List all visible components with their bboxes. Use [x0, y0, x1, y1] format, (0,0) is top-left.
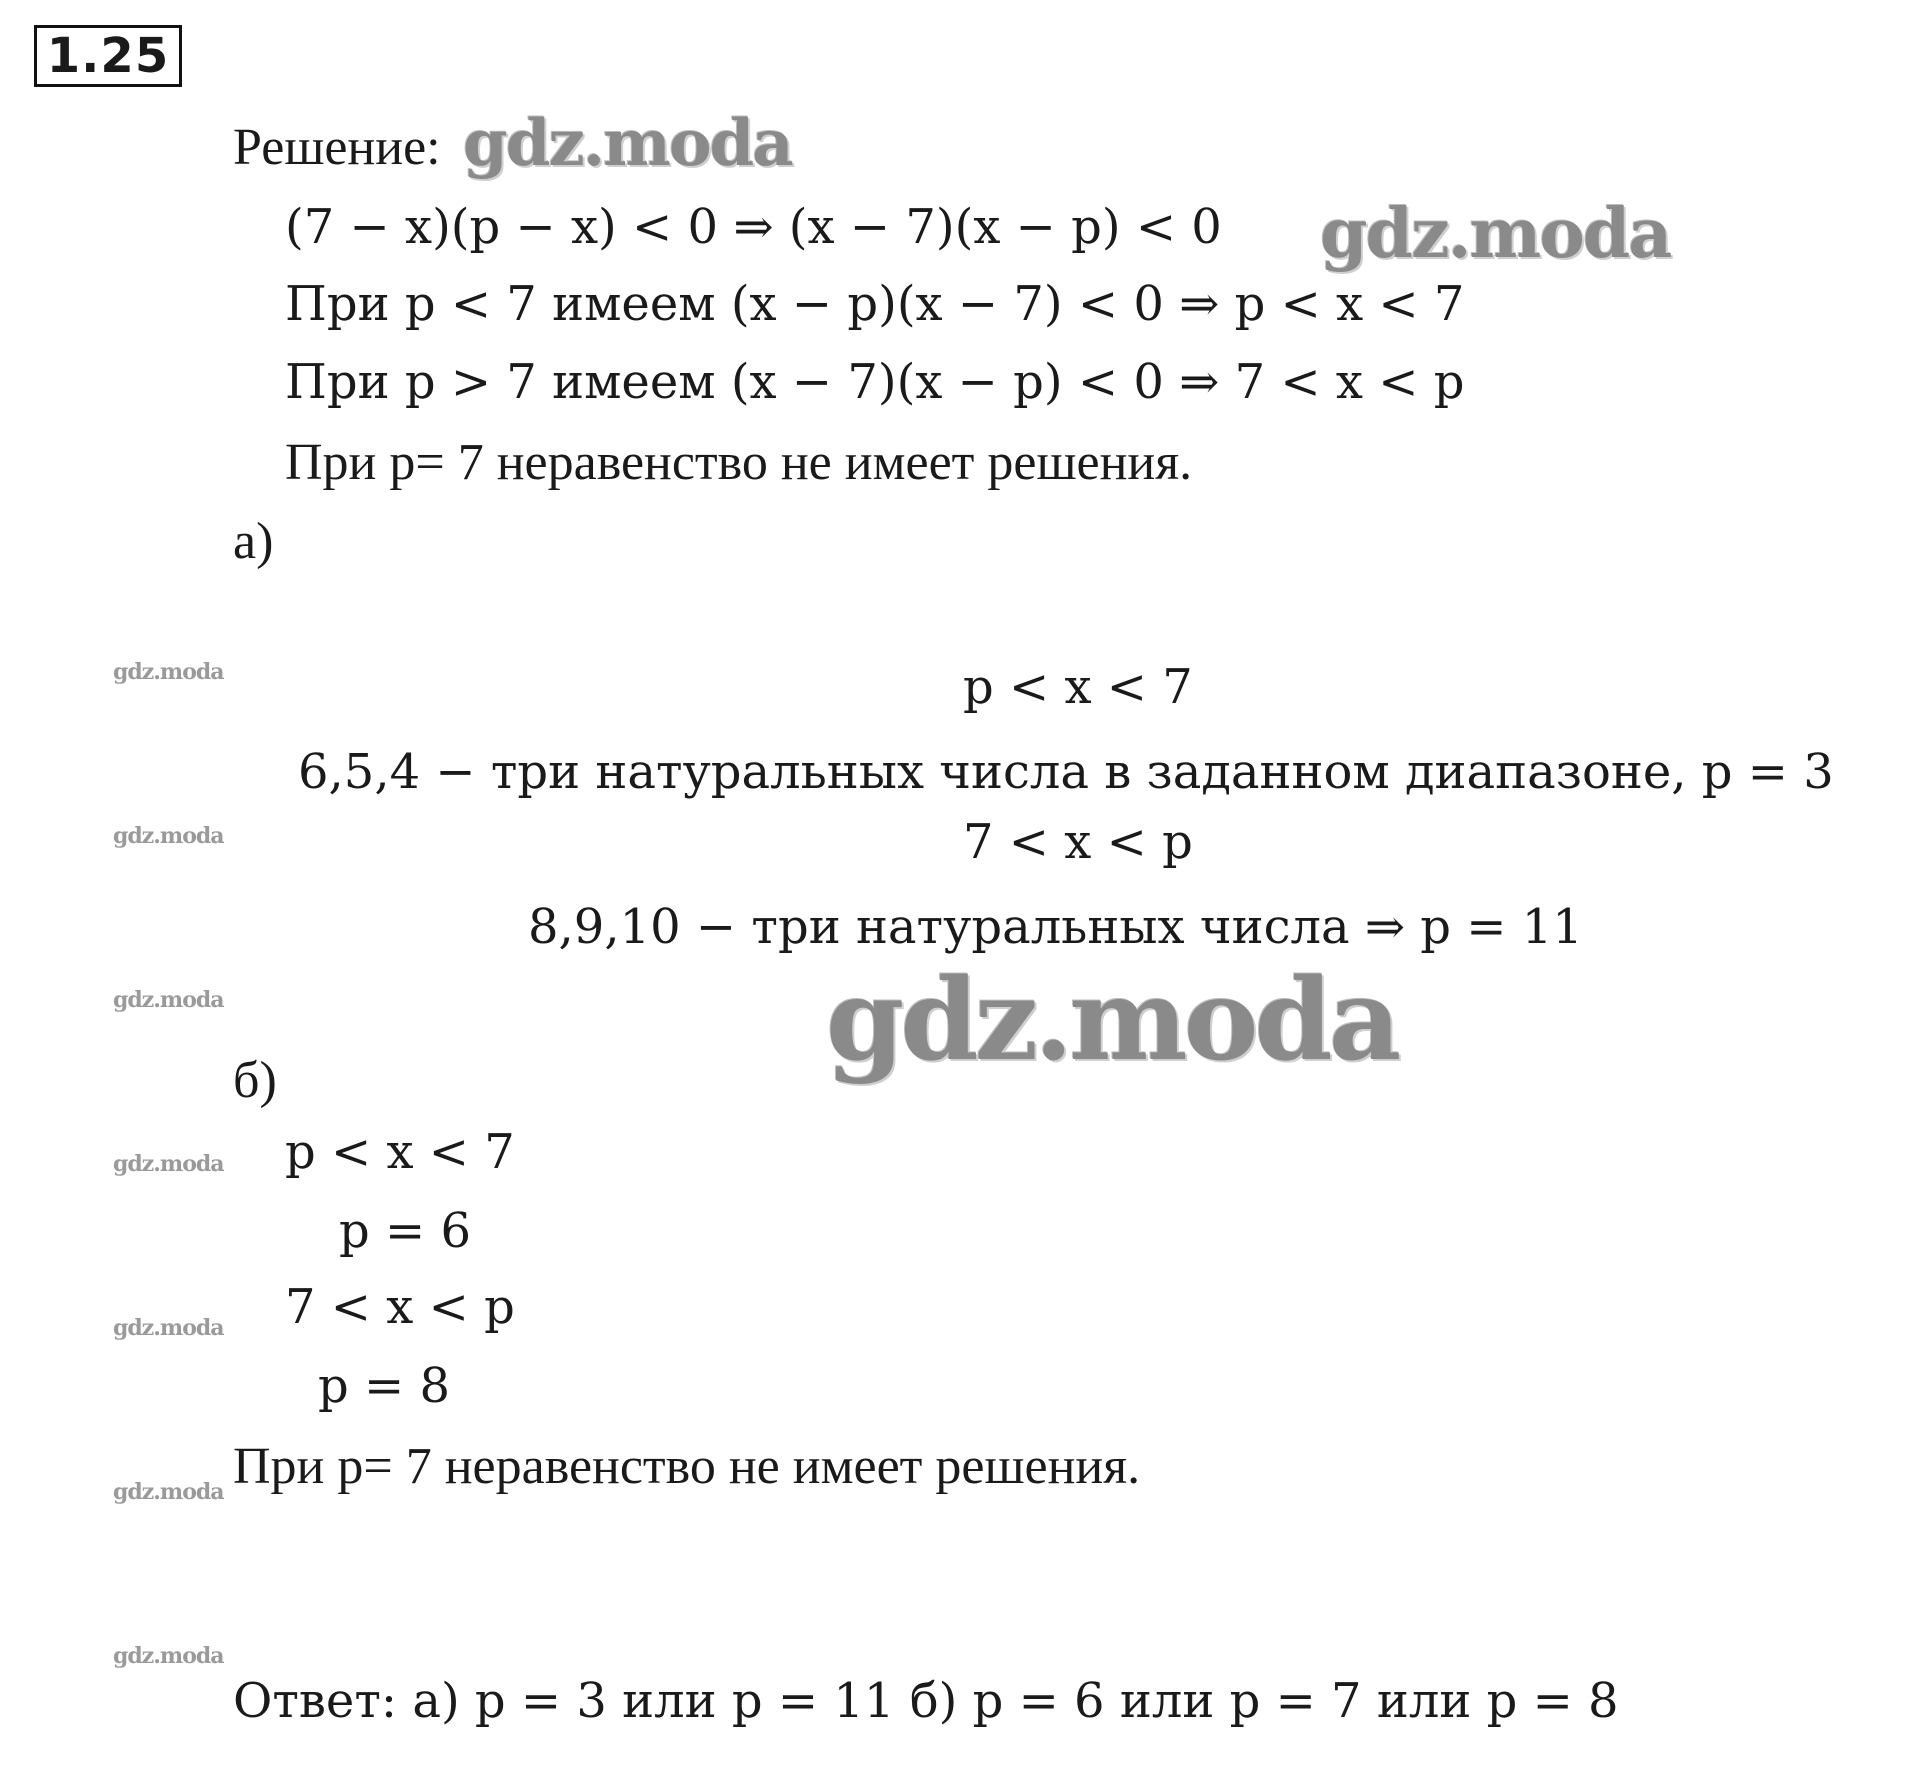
- intro-line-4: При p= 7 неравенство не имеет решения.: [285, 434, 1193, 491]
- problem-number: 1.25: [34, 25, 182, 87]
- watermark-text: gdz.moda: [113, 1479, 224, 1505]
- part-b-result-1: p = 6: [339, 1203, 471, 1259]
- part-a-inequality-1: p < x < 7: [963, 659, 1193, 715]
- part-a-inequality-2: 7 < x < p: [963, 814, 1193, 870]
- watermark-text: gdz.moda: [113, 659, 224, 685]
- watermark-text: gdz.moda: [113, 1643, 224, 1669]
- part-b-result-2: p = 8: [318, 1358, 450, 1414]
- solution-label: Решение:: [233, 119, 441, 176]
- watermark-text: gdz.moda: [113, 1315, 224, 1341]
- part-b-label: б): [233, 1052, 277, 1109]
- part-a-label: а): [233, 513, 274, 570]
- part-a-result-1: 6,5,4 − три натуральных числа в заданном диапазоне, p = 3: [298, 744, 1834, 800]
- intro-line-1: (7 − x)(p − x) < 0 ⇒ (x − 7)(x − p) < 0: [285, 199, 1222, 255]
- answer-line: Ответ: а) p = 3 или p = 11 б) p = 6 или p = 7 или p = 8: [233, 1673, 1619, 1729]
- watermark-text: gdz.moda: [113, 823, 224, 849]
- part-b-inequality-2: 7 < x < p: [285, 1279, 515, 1335]
- watermark-text: gdz.moda: [113, 1151, 224, 1177]
- intro-line-2: При p < 7 имеем (x − p)(x − 7) < 0 ⇒ p < x < 7: [285, 276, 1465, 332]
- intro-line-3: При p > 7 имеем (x − 7)(x − p) < 0 ⇒ 7 < x < p: [285, 354, 1465, 410]
- part-b-inequality-1: p < x < 7: [285, 1124, 515, 1180]
- watermark-text: gdz.moda: [1320, 194, 1671, 274]
- part-b-note: При p= 7 неравенство не имеет решения.: [233, 1438, 1141, 1495]
- watermark-text: gdz.moda: [826, 955, 1398, 1086]
- watermark-text: gdz.moda: [463, 106, 792, 181]
- part-a-result-2: 8,9,10 − три натуральных числа ⇒ p = 11: [528, 899, 1583, 955]
- watermark-text: gdz.moda: [113, 987, 224, 1013]
